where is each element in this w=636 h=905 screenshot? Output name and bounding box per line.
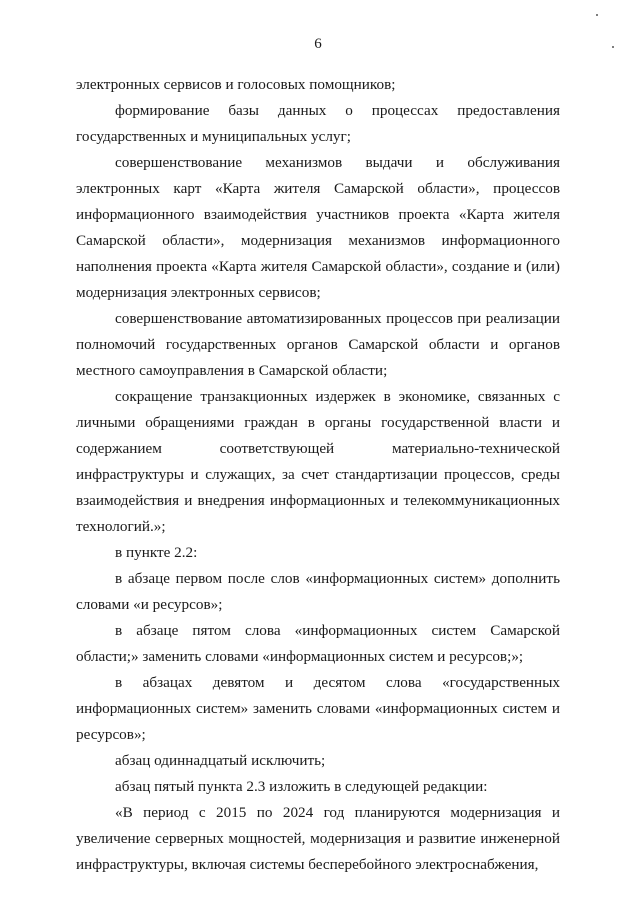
paragraph: совершенствование механизмов выдачи и обслуживания электронных карт «Карта жителя Самарской области», процессов информационного взаимодействия участников проекта «Карта жителя Самарской области», модернизация механизмов информационного наполнения проекта «Карта жителя Самарской области», создание и (или) модернизация электронных сервисов; xyxy=(76,154,560,301)
paragraph: электронных сервисов и голосовых помощников; xyxy=(76,76,396,93)
paragraph: абзац пятый пункта 2.3 изложить в следующей редакции: xyxy=(115,778,488,795)
paragraph: в абзаце пятом слова «информационных систем Самарской области;» заменить словами «информационных систем и ресурсов;»; xyxy=(76,622,560,665)
paragraph: формирование базы данных о процессах предоставления государственных и муниципальных услуг; xyxy=(76,102,560,145)
scan-speck xyxy=(596,14,598,16)
paragraph: абзац одиннадцатый исключить; xyxy=(115,752,326,769)
paragraph: «В период с 2015 по 2024 год планируются модернизация и увеличение серверных мощностей, модернизация и развитие инженерной инфраструктуры, включая системы бесперебойного электроснабжения, xyxy=(76,804,560,873)
paragraph: в абзаце первом после слов «информационных систем» дополнить словами «и ресурсов»; xyxy=(76,570,560,613)
paragraph: сокращение транзакционных издержек в экономике, связанных с личными обращениями граждан в органы государственной власти и содержанием соответствующей материально-технической инфраструктуры и служащих, за счет стандартизации процессов, среды взаимодействия и внедрения информационных и телекоммуникационных технологий.»; xyxy=(76,388,560,535)
page-number: 6 xyxy=(314,36,322,52)
paragraph: в абзацах девятом и десятом слова «государственных информационных систем» заменить словами «информационных систем и ресурсов»; xyxy=(76,674,560,743)
paragraph: совершенствование автоматизированных процессов при реализации полномочий государственных органов Самарской области и органов местного самоуправления в Самарской области; xyxy=(76,310,560,379)
document-body xyxy=(76,72,560,878)
paragraph: в пункте 2.2: xyxy=(115,544,198,561)
scan-speck xyxy=(612,46,614,48)
